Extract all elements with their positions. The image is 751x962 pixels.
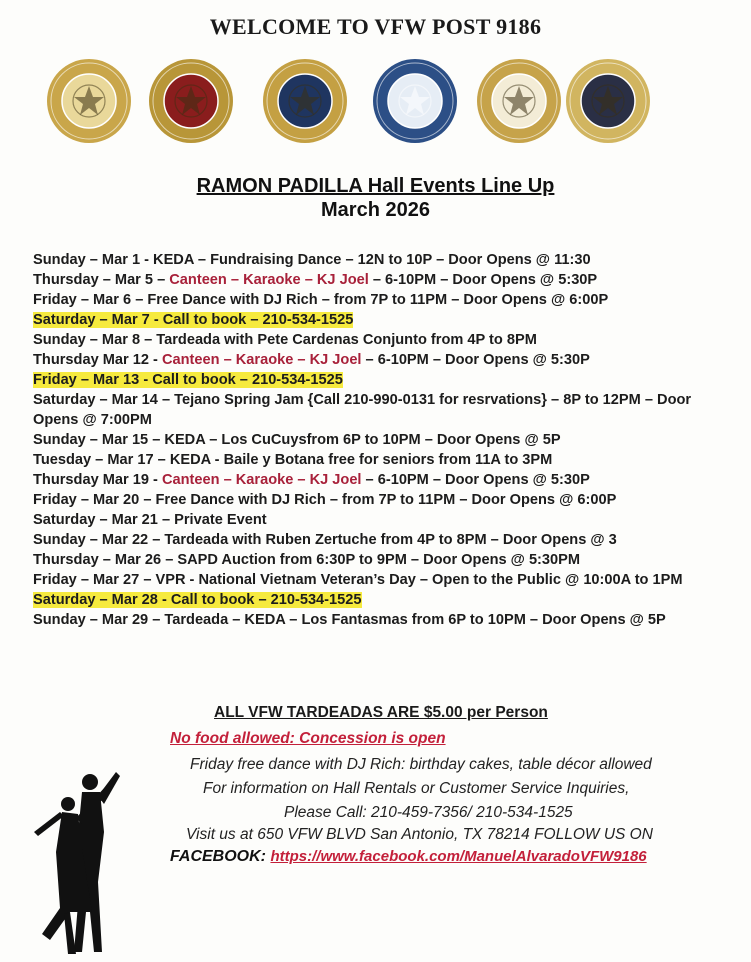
event-text: Saturday – Mar 14 – Tejano Spring Jam {Call 210-990-0131 for resrvations} – 8P to 12PM – Door Opens @ 7:00PM <box>33 392 692 428</box>
highlighted-event-text: Friday – Mar 13 - Call to book – 210-534-1525 <box>33 372 343 388</box>
event-text: – 6-10PM – Door Opens @ 5:30P <box>361 352 590 368</box>
service-seals <box>0 58 751 148</box>
hall-heading <box>0 174 751 222</box>
event-item <box>33 430 738 450</box>
dancing-couple-icon <box>20 762 130 957</box>
event-text: Thursday – Mar 26 – SAPD Auction from 6:30P to 9PM – Door Opens @ 5:30PM <box>33 552 581 568</box>
space-force-seal-icon <box>565 58 651 144</box>
karaoke-event-text: Canteen – Karaoke – KJ Joel <box>161 352 362 368</box>
event-text: Thursday – Mar 5 – <box>33 272 170 288</box>
event-item <box>33 610 738 630</box>
coast-guard-seal-icon <box>476 58 562 144</box>
page-title: WELCOME TO VFW POST 9186 <box>209 14 542 39</box>
event-item <box>33 370 738 390</box>
event-text: Friday – Mar 6 – Free Dance with DJ Rich – from 7P to 11PM – Door Opens @ 6:00P <box>33 292 609 308</box>
event-item <box>33 510 738 530</box>
event-text: Sunday – Mar 22 – Tardeada with Ruben Zertuche from 4P to 8PM – Door Opens @ 3 <box>33 532 617 548</box>
facebook-link[interactable]: https://www.facebook.com/ManuelAlvaradoVFW9186 <box>270 848 647 865</box>
event-list <box>33 250 738 630</box>
facebook-label: FACEBOOK: <box>170 848 266 865</box>
event-item <box>33 250 738 270</box>
event-text: – 6-10PM – Door Opens @ 5:30P <box>361 472 590 488</box>
tardeada-price-note: ALL VFW TARDEADAS ARE $5.00 per Person <box>214 704 548 721</box>
army-seal-icon <box>46 58 132 144</box>
event-item <box>33 390 738 430</box>
karaoke-event-text: Canteen – Karaoke – KJ Joel <box>169 272 369 288</box>
event-item <box>33 450 738 470</box>
event-item <box>33 330 738 350</box>
event-item <box>33 270 738 290</box>
event-item <box>33 530 738 550</box>
phone-numbers: Please Call: 210-459-7356/ 210-534-1525 <box>284 804 573 821</box>
event-text: Saturday – Mar 21 – Private Event <box>33 512 267 528</box>
event-text: Friday – Mar 20 – Free Dance with DJ Rich – from 7P to 11PM – Door Opens @ 6:00P <box>33 492 617 508</box>
event-item <box>33 290 738 310</box>
event-text: Sunday – Mar 8 – Tardeada with Pete Cardenas Conjunto from 4P to 8PM <box>33 332 537 348</box>
marine-corps-seal-icon <box>148 58 234 144</box>
event-item <box>33 470 738 490</box>
event-item <box>33 490 738 510</box>
highlighted-event-text: Saturday – Mar 28 - Call to book – 210-534-1525 <box>33 592 362 608</box>
hall-name: RAMON PADILLA Hall Events Line Up <box>196 175 555 197</box>
event-item <box>33 350 738 370</box>
event-text: Sunday – Mar 1 - KEDA – Fundraising Dance – 12N to 10P – Door Opens @ 11:30 <box>33 252 591 268</box>
event-item <box>33 570 738 590</box>
event-text: Sunday – Mar 15 – KEDA – Los CuCuysfrom 6P to 10PM – Door Opens @ 5P <box>33 432 561 448</box>
karaoke-event-text: Canteen – Karaoke – KJ Joel <box>161 472 362 488</box>
dj-rich-note: Friday free dance with DJ Rich: birthday cakes, table décor allowed <box>190 756 652 773</box>
food-notice: No food allowed: Concession is open <box>170 730 446 747</box>
air-force-seal-icon <box>372 58 458 144</box>
event-text: Thursday Mar 12 - <box>33 352 162 368</box>
facebook-line <box>170 848 647 866</box>
highlighted-event-text: Saturday – Mar 7 - Call to book – 210-534-1525 <box>33 312 354 328</box>
event-item <box>33 590 738 610</box>
event-text: Tuesday – Mar 17 – KEDA - Baile y Botana free for seniors from 11A to 3PM <box>33 452 553 468</box>
event-text: Thursday Mar 19 - <box>33 472 162 488</box>
event-month: March 2026 <box>321 199 430 221</box>
event-item <box>33 310 738 330</box>
event-text: Friday – Mar 27 – VPR - National Vietnam Veteran’s Day – Open to the Public @ 10:00A to 1PM <box>33 572 683 588</box>
event-item <box>33 550 738 570</box>
navy-seal-icon <box>262 58 348 144</box>
event-text: – 6-10PM – Door Opens @ 5:30P <box>368 272 598 288</box>
event-text: Sunday – Mar 29 – Tardeada – KEDA – Los Fantasmas from 6P to 10PM – Door Opens @ 5P <box>33 612 666 628</box>
hall-rental-note: For information on Hall Rentals or Customer Service Inquiries, <box>203 780 630 797</box>
address-line: Visit us at 650 VFW BLVD San Antonio, TX 78214 FOLLOW US ON <box>186 826 653 843</box>
